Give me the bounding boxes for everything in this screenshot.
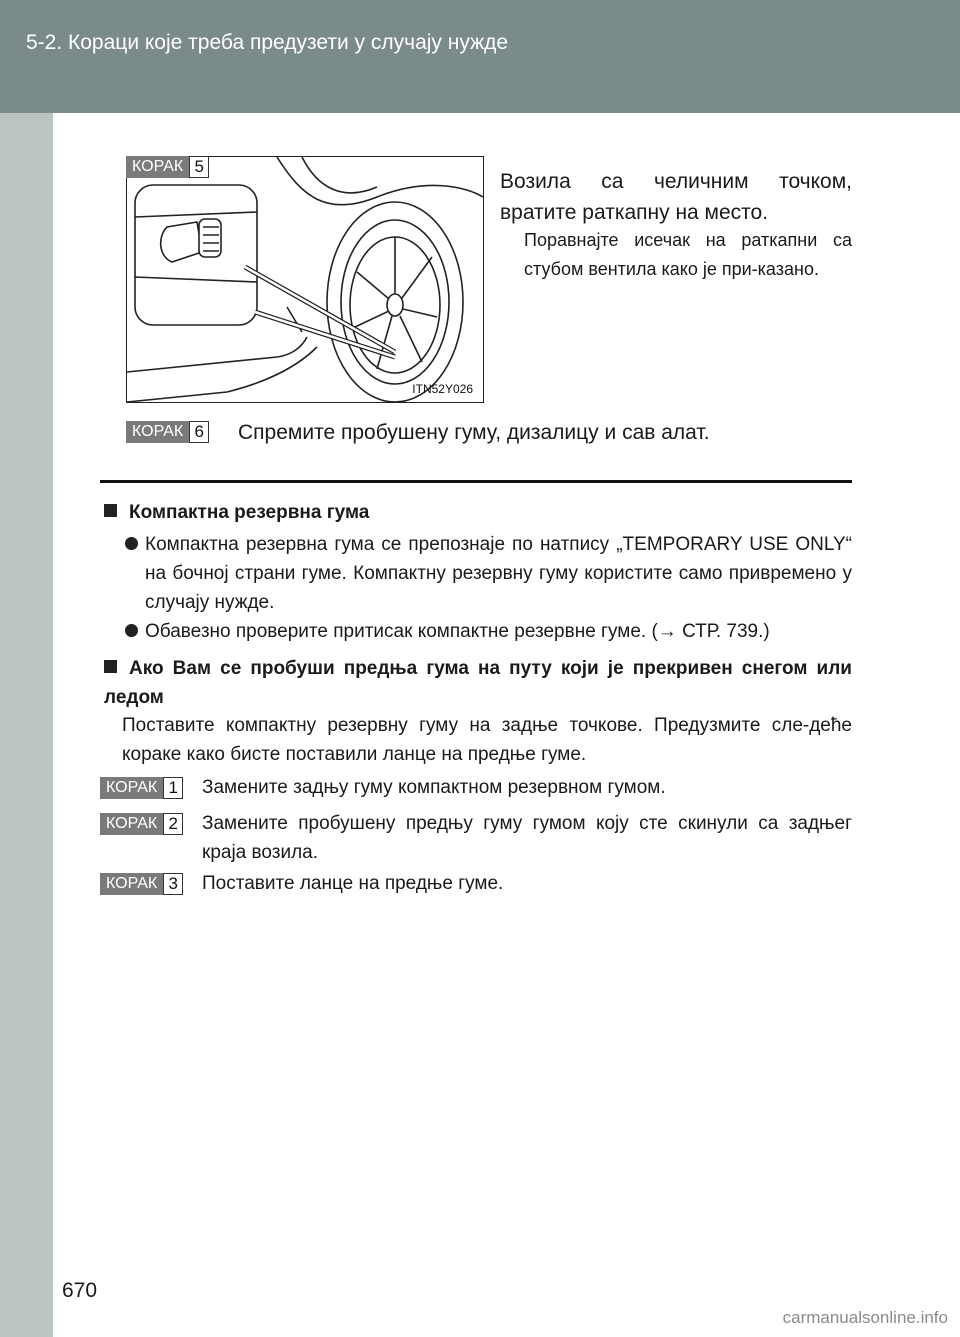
step-badge-5 <box>126 156 209 178</box>
step-number: 5 <box>189 156 209 178</box>
left-margin-band <box>0 113 53 1337</box>
step-label: КОРАК <box>100 873 163 895</box>
watermark: carmanualsonline.info <box>782 1308 948 1327</box>
section-2-intro: Поставите компактну резервну гуму на задње точкове. Предузмите сле-деће кораке како бисте поставили ланце на предње гуме. <box>122 715 852 765</box>
step-badge-3 <box>100 873 183 895</box>
circle-bullet-icon <box>125 537 138 550</box>
step-5-sub-text: Поравнајте исечак на раткапни са стубом вентила како је при-казано. <box>524 230 852 279</box>
bullet-item <box>127 530 852 617</box>
square-bullet-icon <box>104 504 117 517</box>
step-number: 2 <box>163 813 183 835</box>
step-badge-6 <box>126 421 209 443</box>
step-badge-2 <box>100 813 183 835</box>
step-5-main-text: Возила са челичним точком, вратите раткапну на место. <box>500 170 852 224</box>
page-header <box>0 0 960 113</box>
step-number: 1 <box>163 777 183 799</box>
section-divider <box>100 480 852 483</box>
section-heading-snow-ice <box>104 654 852 712</box>
step-label: КОРАК <box>100 813 163 835</box>
step-label: КОРАК <box>100 777 163 799</box>
step-2-text: Замените пробушену предњу гуму гумом коју сте скинули са задњег краја возила. <box>202 813 852 863</box>
step-badge-1 <box>100 777 183 799</box>
square-bullet-icon <box>104 660 117 673</box>
step-number: 3 <box>163 873 183 895</box>
page-number: 670 <box>62 1279 98 1302</box>
section-heading-compact-spare <box>104 498 852 527</box>
bullet-item <box>127 617 852 646</box>
figure-code: ITN52Y026 <box>412 382 473 396</box>
section-heading-text: Компактна резервна гума <box>129 502 370 523</box>
bullet-text: Обавезно проверите притисак компактне резервне гуме. (→ СТР. 739.) <box>145 621 770 642</box>
step-number: 6 <box>189 421 209 443</box>
step-3-text: Поставите ланце на предње гуме. <box>202 873 504 894</box>
wheel-hubcap-figure <box>126 156 484 403</box>
bullet-text: Компактна резервна гума се препознаје по натпису „TEMPORARY USE ONLY“ на бочној страни гуме. Компактну резервну гуму користите само привремено у случају нужде. <box>145 534 852 613</box>
step-label: КОРАК <box>126 421 189 443</box>
step-1-text: Замените задњу гуму компактном резервном гумом. <box>202 777 666 798</box>
step-6-text: Спремите пробушену гуму, дизалицу и сав алат. <box>238 421 710 444</box>
header-title: 5-2. Кораци које треба предузети у случају нужде <box>26 31 509 54</box>
section-heading-text: Ако Вам се пробуши предња гума на путу који је прекривен снегом или ледом <box>104 658 852 708</box>
wheel-illustration <box>127 157 483 402</box>
step-label: КОРАК <box>126 156 189 178</box>
circle-bullet-icon <box>125 624 138 637</box>
